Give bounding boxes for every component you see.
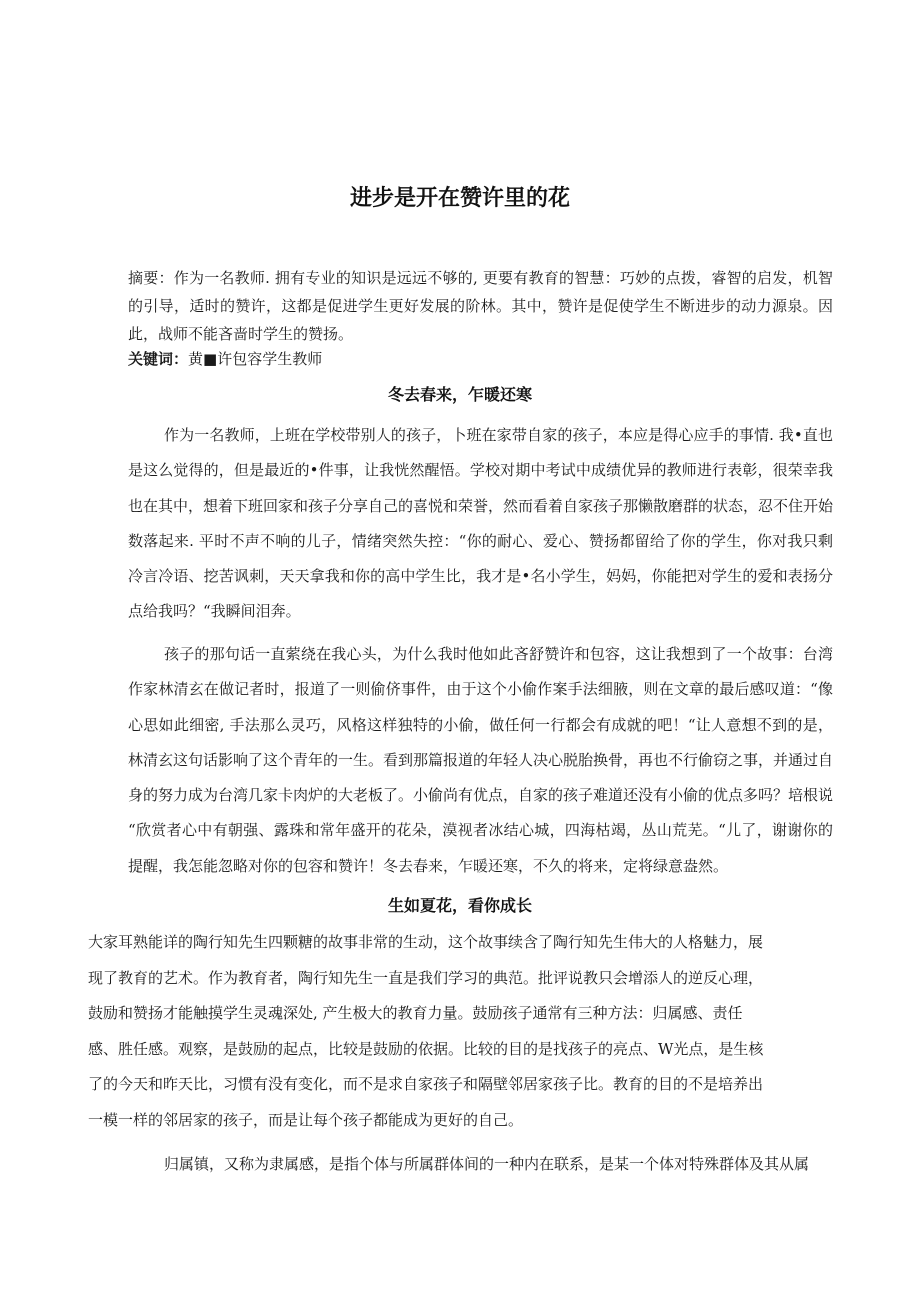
section-2-paragraph-2: 归属镇，又称为隶属感，是指个体与所属群体间的一种内在联系，是某一个体对特殊群体及其从属 — [164, 1155, 810, 1173]
section-1-paragraph-2: 孩子的那句话一直萦绕在我心头，为什么我时他如此吝舒赞许和包容，这让我想到了一个故事：台湾作家林清玄在做记者时，报道了一则偷侪事件，由于这个小偷作案手法细腋，则在文章的最后感叹道：“像心思如此细密, 手法那么灵巧，风格这样独特的小偷，做任何一行都会有成就的吧！“让人意想不到的是，林清玄这句话影响了这个青年的一生。看到那篇报道的年轻人决心脱胎换骨，再也不行偷窃之事，并通过自身的努力成为台湾几家卡肉炉的大老板了。小偷尚有优点，自家的孩子难道还没有小偷的优点多吗？培根说 “欣赏者心中有朝强、露珠和常年盛开的花朵，漠视者冰结心城，四海枯竭，丛山荒芜。“儿了，谢谢你的提醒，我怎能忽略对你的包容和赞许！冬去春来，乍暖还寒，不久的将来，定将绿意盎然。 — [128, 645, 834, 875]
keywords-line — [128, 346, 828, 372]
document-title: 进步是开在赞许里的花 — [349, 186, 570, 211]
section-heading-1: 冬去春来，乍暖还寒 — [387, 385, 532, 404]
text-line: 一模一样的邻居家的孩子，而是让每个孩子都能成为更好的自己。 — [88, 1110, 524, 1129]
text-line: 感、胜任感。观察，是鼓励的起点，比较是鼓励的依据。比较的目的是找孩子的亮点、W光点，是生核 — [88, 1039, 764, 1058]
section-heading-2: 生如夏花，看你成长 — [387, 896, 532, 915]
text-line: 现了教育的艺术。作为教育者，陶行知先生一直是我们学习的典范。批评说教只会增添人的逆反心理， — [88, 968, 764, 987]
abstract-paragraph: 摘要：作为一名教师. 拥有专业的知识是远远不够的, 更要有教育的智慧：巧妙的点拨，睿智的启发，机智的引导，适时的赞许，这都是促进学生更好发展的阶林。其中，赞许是促使学生不断进步的动力源泉。因此，战师不能吝啬时学生的赞扬。 — [128, 269, 833, 343]
section-1-paragraph-1: 作为一名教师，上班在学校带别人的孩子，卜班在家带自家的孩子，本应是得心应手的事情. 我•直也是这么觉得的，但是最近的•件事，让我恍然醒悟。学校对期中考试中成绩优异的教师进行表彰，很荣幸我也在其中，想着下班回家和孩子分享自己的喜悦和荣誉，然而看着自家孩子那懒散磨群的状态，忍不住开始数落起来. 平时不声不响的儿子，情绪突然失控：“你的耐心、爱心、赞扬都留给了你的学生，你对我只剩冷言冷语、挖苦讽刺，天天拿我和你的高中学生比，我才是•名小学生，妈妈，你能把对学生的爱和表扬分点给我吗？“我瞬间泪奔。 — [128, 426, 834, 621]
text-line: 鼓励和赞扬才能触摸学生灵魂深处, 产生极大的教育力量。鼓励孩子通常有三种方法：归属感、责任 — [88, 1004, 743, 1022]
keywords-label: 关键词： — [128, 350, 189, 368]
keywords-value: 黄■许包容学生教师 — [188, 350, 323, 368]
text-line: 了的今天和昨天比，习惯有没有变化，而不是求自家孩子和隔壁邻居家孩子比。教育的目的不是培养出 — [88, 1075, 764, 1093]
text-line: 大家耳熟能详的陶行知先生四颗糖的故事非常的生动，这个故事续含了陶行知先生伟大的人格魅力，展 — [88, 933, 764, 951]
section-2-paragraph-1 — [88, 929, 798, 1142]
